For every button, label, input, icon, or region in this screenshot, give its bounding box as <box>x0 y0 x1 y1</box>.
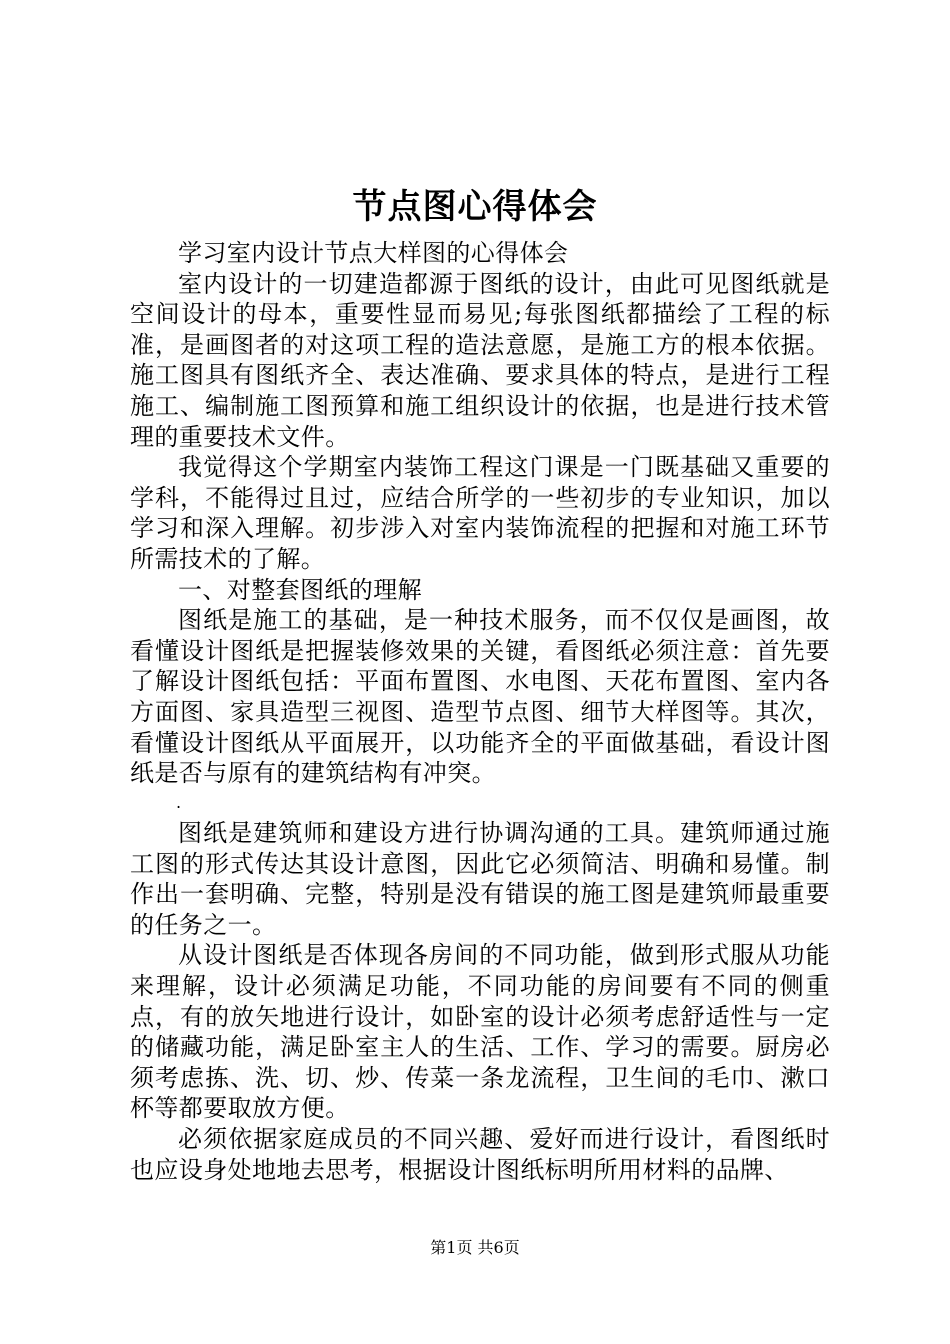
body-paragraph: 我觉得这个学期室内装饰工程这门课是一门既基础又重要的学科，不能得过且过，应结合所学的一些初步的专业知识，加以学习和深入理解。初步涉入对室内装饰流程的把握和对施工环节所需技术的了解。 <box>130 453 830 573</box>
body-paragraph: 图纸是施工的基础，是一种技术服务，而不仅仅是画图，故看懂设计图纸是把握装修效果的关键，看图纸必须注意：首先要了解设计图纸包括：平面布置图、水电图、天花布置图、室内各方面图、家具造型三视图、造型节点图、细节大样图等。其次，看懂设计图纸从平面展开，以功能齐全的平面做基础，看设计图纸是否与原有的建筑结构有冲突。 <box>130 606 830 788</box>
section-heading: 一、对整套图纸的理解 <box>178 575 422 604</box>
document-title: 节点图心得体会 <box>352 187 598 227</box>
separator-dot: . <box>176 793 182 812</box>
body-paragraph: 室内设计的一切建造都源于图纸的设计，由此可见图纸就是空间设计的母本，重要性显而易见;每张图纸都描绘了工程的标准，是画图者的对这项工程的造法意愿，是施工方的根本依据。施工图具有图纸齐全、表达准确、要求具体的特点，是进行工程施工、编制施工图预算和施工组织设计的依据，也是进行技术管理的重要技术文件。 <box>130 269 830 451</box>
body-paragraph: 图纸是建筑师和建设方进行协调沟通的工具。建筑师通过施工图的形式传达其设计意图，因此它必须简洁、明确和易懂。制作出一套明确、完整，特别是没有错误的施工图是建筑师最重要的任务之一。 <box>130 819 830 939</box>
body-paragraph: 必须依据家庭成员的不同兴趣、爱好而进行设计，看图纸时也应设身处地地去思考，根据设计图纸标明所用材料的品牌、 <box>130 1124 830 1184</box>
page-footer: 第1页 共6页 <box>430 1238 520 1257</box>
body-paragraph: 从设计图纸是否体现各房间的不同功能，做到形式服从功能来理解，设计必须满足功能，不同功能的房间要有不同的侧重点，有的放矢地进行设计，如卧室的设计必须考虑舒适性与一定的储藏功能，满足卧室主人的生活、工作、学习的需要。厨房必须考虑拣、洗、切、炒、传菜一条龙流程，卫生间的毛巾、漱口杯等都要取放方便。 <box>130 941 830 1123</box>
body-section-2 <box>130 818 830 1185</box>
subtitle-paragraph: 学习室内设计节点大样图的心得体会 <box>178 239 569 267</box>
body-section-1 <box>130 238 830 789</box>
